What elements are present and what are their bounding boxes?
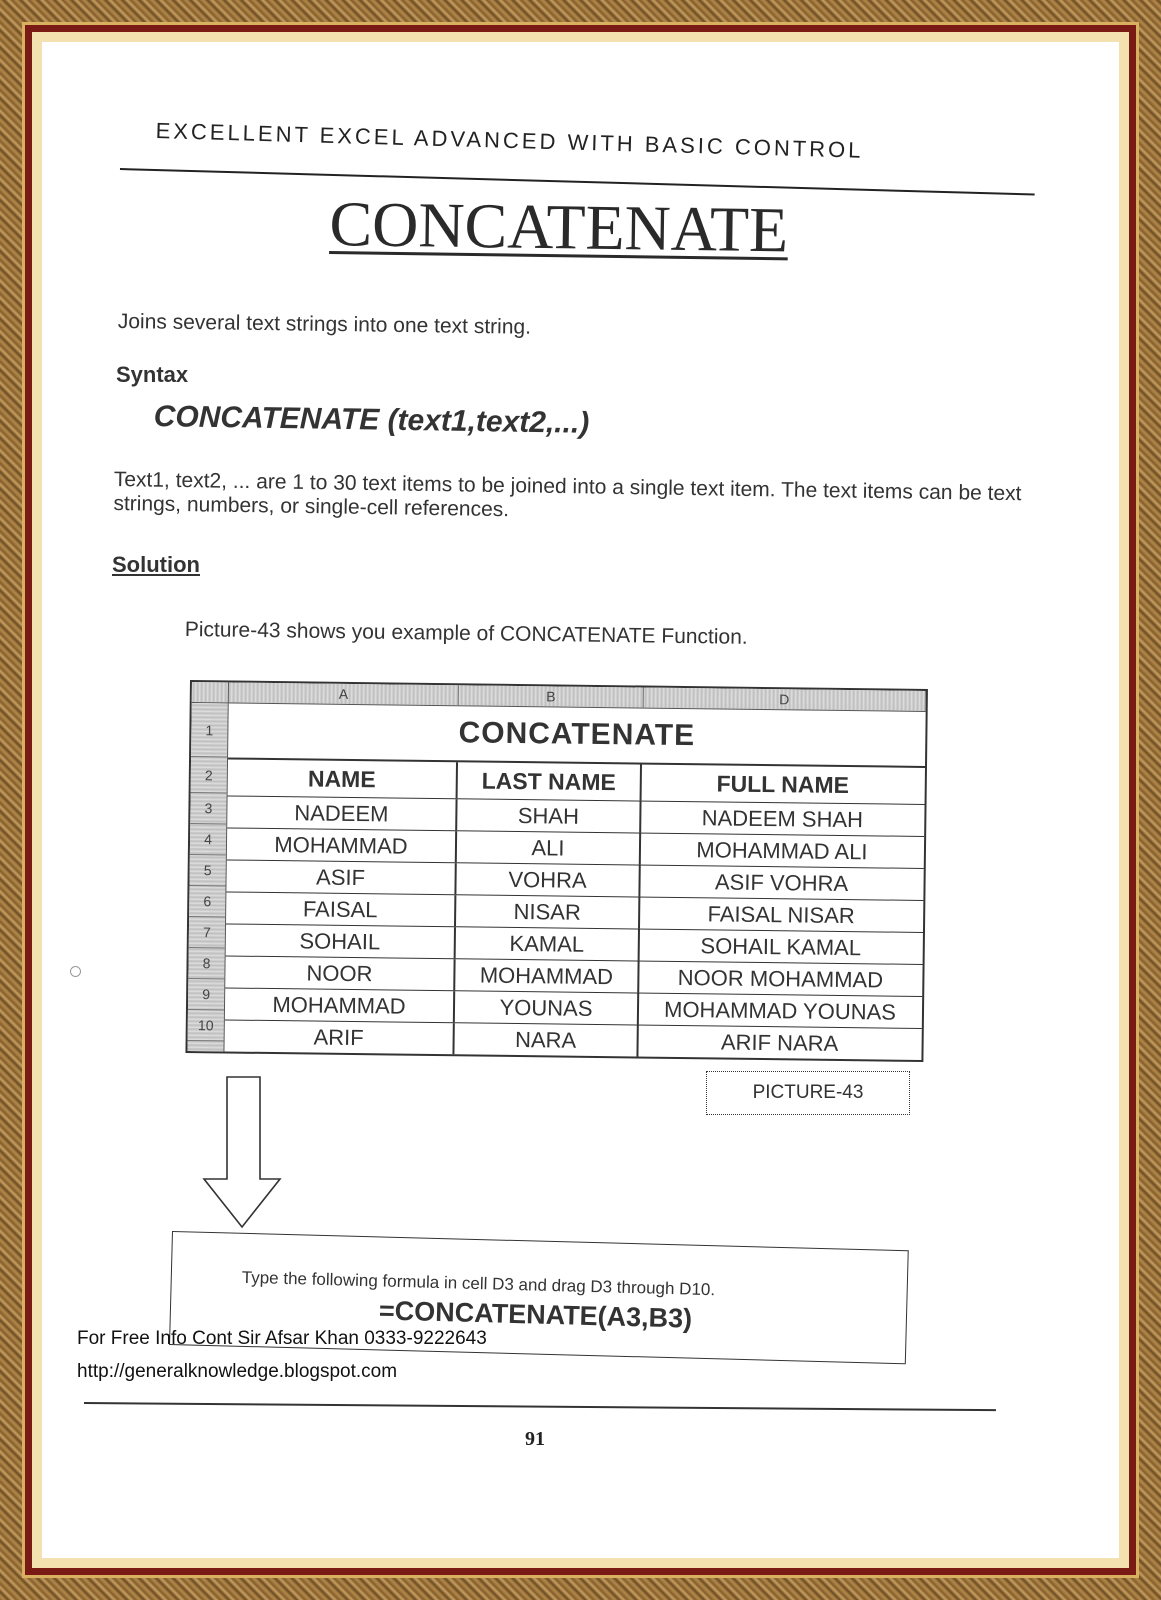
footer-link[interactable]: http://generalknowledge.blogspot.com — [77, 1361, 398, 1382]
page-header — [120, 118, 1000, 178]
formula-instruction: Type the following formula in cell D3 and drag D3 through D10. — [241, 1267, 716, 1300]
picture-caption: PICTURE-43 — [706, 1071, 910, 1115]
row-number: 4 — [190, 824, 226, 855]
syntax-label: Syntax — [116, 362, 189, 387]
cell-full-name: NADEEM SHAH — [701, 804, 864, 832]
picture-intro-text: Picture-43 shows you example of CONCATENATE Function. — [184, 618, 748, 649]
cell-name: NOOR — [225, 956, 455, 990]
cell-last-name: NARA — [454, 1023, 638, 1056]
intro-text: Joins several text strings into one text string. — [117, 310, 532, 339]
header-cell-name: NAME — [228, 759, 458, 798]
row-number: 9 — [188, 979, 224, 1010]
row-number: 10 — [188, 1010, 224, 1041]
header-cell-full-name: FULL NAME — [716, 769, 850, 798]
column-header-d: D — [643, 688, 925, 711]
sheet-title-cell: CONCATENATE — [228, 703, 926, 768]
cell-last-name: SHAH — [457, 799, 641, 832]
formula-text: =CONCATENATE(A3,B3) — [378, 1295, 693, 1334]
cell-name: ASIF — [226, 860, 456, 894]
page-title: CONCATENATE — [328, 187, 789, 266]
row-number: 7 — [189, 917, 225, 948]
cell-full-name: ASIF VOHRA — [714, 868, 849, 896]
row-number: 8 — [188, 948, 224, 979]
cell-last-name: MOHAMMAD — [455, 959, 639, 992]
cell-name: SOHAIL — [226, 924, 456, 958]
document-page — [42, 42, 1119, 1558]
cell-name: ARIF — [224, 1020, 454, 1054]
row-number: 5 — [189, 855, 225, 886]
solution-label: Solution — [112, 552, 200, 577]
row-number-column — [187, 703, 228, 1051]
cell-full-name: SOHAIL KAMAL — [700, 932, 862, 960]
footer-contact: For Free Info Cont Sir Afsar Khan 0333-9222643 — [77, 1328, 487, 1349]
syntax-formula: CONCATENATE (text1,text2,...) — [153, 400, 590, 440]
select-all-corner — [192, 682, 229, 702]
cell-last-name: KAMAL — [456, 927, 640, 960]
row-number: 3 — [190, 793, 226, 824]
cell-full-name: MOHAMMAD ALI — [696, 836, 868, 864]
cell-full-name: ARIF NARA — [720, 1029, 839, 1056]
row-number: 1 — [191, 703, 228, 757]
row-number: 2 — [191, 757, 227, 793]
cell-name: MOHAMMAD — [225, 988, 455, 1022]
hole-mark — [70, 966, 81, 977]
row-number: 6 — [189, 886, 225, 917]
bottom-rule — [84, 1402, 996, 1411]
cell-name: MOHAMMAD — [227, 828, 457, 862]
down-arrow-icon — [202, 1075, 282, 1231]
cell-last-name: YOUNAS — [455, 991, 639, 1024]
cell-name: NADEEM — [227, 796, 457, 830]
cell-last-name: ALI — [457, 831, 641, 864]
header-cell-last-name: LAST NAME — [458, 762, 642, 800]
column-header-a: A — [229, 682, 460, 705]
page-number: 91 — [525, 1428, 545, 1450]
cell-full-name: FAISAL NISAR — [707, 900, 855, 928]
cell-name: FAISAL — [226, 892, 456, 926]
cell-full-name: NOOR MOHAMMAD — [677, 964, 884, 992]
header-text: EXCELLENT EXCEL ADVANCED WITH BASIC CONTROL — [155, 118, 864, 163]
spreadsheet-example — [185, 680, 928, 1062]
column-header-b: B — [459, 685, 644, 707]
cell-last-name: NISAR — [456, 895, 640, 928]
cell-full-name: MOHAMMAD YOUNAS — [663, 996, 897, 1025]
sheet-grid — [224, 703, 925, 1059]
description-text: Text1, text2, ... are 1 to 30 text items to be joined into a single text item. The text items can be text strings, numbers, or single-cell references. — [113, 468, 1022, 522]
cell-last-name: VOHRA — [456, 863, 640, 896]
